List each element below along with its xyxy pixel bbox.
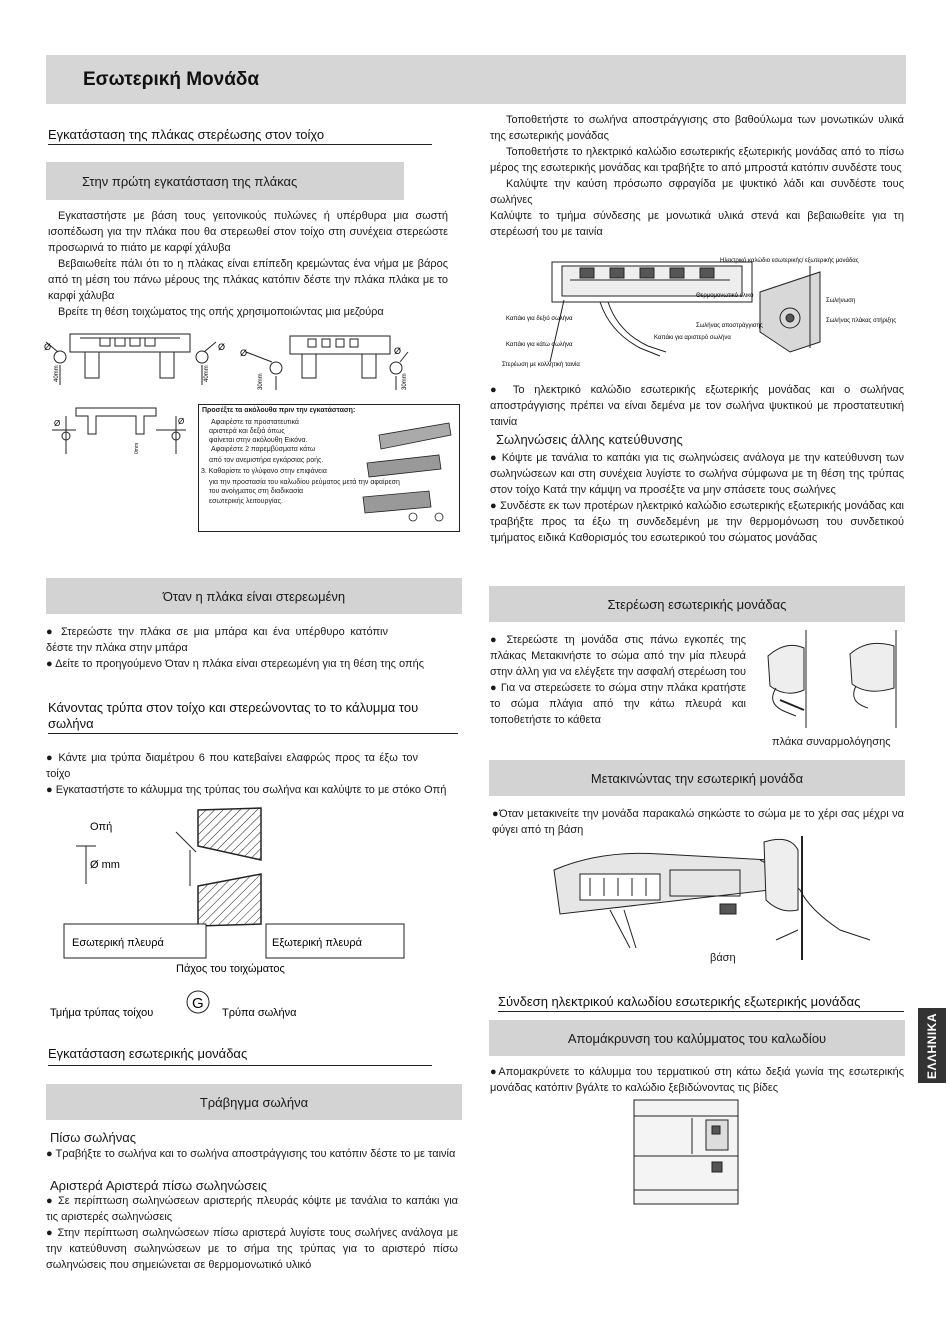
note-line: Αφαιρέστε τα προστατευτικά xyxy=(211,419,299,426)
paragraph: Τοποθετήστε το σωλήνα αποστράγγισης στο βαθούλωμα των μονωτικών υλικά της εσωτερικής μονάδας xyxy=(490,114,904,142)
plate-drawing-right xyxy=(246,336,408,390)
note-title: Προσέξτε τα ακόλουθα πριν την εγκατάσταση: xyxy=(202,407,356,414)
subsection-box-plate-fixed: Όταν η πλάκα είναι στερεωμένη xyxy=(46,578,462,614)
paragraph-block-left-pipe xyxy=(46,1193,458,1273)
plate-side-diagram xyxy=(46,404,196,458)
subsection-box-unit-fix: Στερέωση εσωτερικής μονάδας xyxy=(489,586,905,622)
section-heading-wall-hole: Κάνοντας τρύπα στον τοίχο και στερεώνοντας το το κάλυμμα του σωλήνα xyxy=(48,700,458,734)
dimension-label: 30mm xyxy=(402,373,408,390)
diameter-symbol: Ø xyxy=(44,342,52,352)
dimension-label: 40mm xyxy=(54,365,60,382)
paragraph: ● Κόψτε με τανάλια το καπάκι για τις σωληνώσεις ανάλογα με την κατεύθυνση των σωληνώσεων και στη συνέχεια λυγίστε το σωλήνα σύμφωνα με τη θέση της τρύπας στον τοίχο Κατά την κάμψη να προσέξτε να μην σπάσετε τους σωλήνες xyxy=(490,452,904,496)
paragraph-rear-pipe: ● Τραβήξτε το σωλήνα και το σωλήνα αποστράγγισης του κατόπιν δέστε το με ταινία xyxy=(46,1148,456,1160)
label-piping: Σωλήνωση xyxy=(826,298,856,304)
paragraph: ● Εγκαταστήστε το κάλυμμα της τρύπας του σωλήνα και καλύψτε το με στόκο Οπή xyxy=(46,784,447,796)
paragraph-block-other-direction xyxy=(490,450,904,546)
label-right-cap: Καπάκι για δεξιό σωλήνα xyxy=(506,316,573,322)
paragraph-block-unit-fix xyxy=(490,632,746,728)
diameter-symbol: Ø xyxy=(394,346,402,356)
unit-fix-illustration xyxy=(756,628,906,732)
dimension-label: 0mm xyxy=(134,442,140,454)
paragraph: ● Για να στερεώσετε το σώμα στην πλάκα κρατήστε το σώμα πλάγια από την κάτω πλευρά και τοποθετήστε το κάθετα xyxy=(490,682,746,726)
paragraph-remove-cover: ●Απομακρύνετε το κάλυμμα του τερματικού στη κάτω δεξιά γωνία της εσωτερικής μονάδας κατόπιν βγάλτε το καλώδιο ξεβιδώνοντας τις βίδες xyxy=(490,1066,904,1094)
label-tape: Στερέωση με κολλητική ταινία xyxy=(502,362,580,368)
paragraph: ● Στην περίπτωση σωληνώσεων πίσω αριστερά λυγίστε τους σωλήνες ανάλογα με την κατεύθυνση σωληνώσεων με το σήμα της τρύπας για το αριστερό πίσω σωληνώσεις που σημειώνεται σε θερμομονωτικό υλικό xyxy=(46,1227,458,1271)
pre-install-note-box xyxy=(198,404,460,532)
paragraph-block-plate-fixed xyxy=(46,624,458,672)
plate-drawing-left xyxy=(46,334,216,385)
note-line: από τον ανεμιστήρα εγκάρσιας ροής. xyxy=(209,457,324,464)
label-cable: Ηλεκτρικό καλώδιο εσωτερικής/ εξωτερικής μονάδας xyxy=(720,258,859,264)
section-heading-plate: Εγκατάσταση της πλάκας στερέωσης στον τοίχο xyxy=(48,127,432,145)
dimension-label: 30mm xyxy=(258,373,264,390)
unit-sketch xyxy=(359,415,457,523)
paragraph: Καλύψτε την καύση πρόσωπο σφραγίδα με ψυκτικό λάδι και συνδέστε τους σωλήνες xyxy=(490,178,904,206)
paragraph: Καλύψτε το τμήμα σύνδεσης με μονωτικά υλικά στενά και βεβαιωθείτε για τη στερέωσή του με ταινία xyxy=(490,210,904,238)
inner-side-label: Εσωτερική πλευρά xyxy=(72,937,164,949)
paragraph: ● Σε περίπτωση σωληνώσεων αριστερής πλευράς κόψτε με τανάλια το καπάκι για τις αριστερές σωληνώσεις xyxy=(46,1195,458,1223)
diameter-symbol: Ø xyxy=(218,342,226,352)
note-line: του ανοίγματος στη διαδικασία xyxy=(209,488,304,495)
subheading-rear-pipe: Πίσω σωλήνας xyxy=(50,1130,136,1145)
diameter-symbol: Ø xyxy=(178,417,185,426)
note-line: εσωτερικής λειτουργίας. xyxy=(209,498,283,505)
diameter-symbol: Ø xyxy=(54,419,61,428)
note-line: Αφαιρέστε 2 παρεμβύσματα κάτω xyxy=(211,446,316,453)
paragraph: Βρείτε τη θέση τοιχώματος της οπής χρησιμοποιώντας μια μεζούρα xyxy=(58,306,384,318)
wall-thickness-label: Πάχος του τοιχώματος xyxy=(176,963,285,975)
note-line: αριστερά και δεξιά όπως xyxy=(209,428,285,435)
diameter-label: Ø mm xyxy=(90,859,120,871)
hole-part-label: Τμήμα τρύπας τοίχου xyxy=(50,1007,154,1019)
note-line: 3. Καθαρίστε το γλύφανο στην επιφάνεια xyxy=(201,468,327,475)
diameter-symbol: Ø xyxy=(240,348,248,358)
paragraph-block-first-install xyxy=(48,208,448,320)
hole-label: Οπή xyxy=(90,821,113,833)
label-plate: Σωλήνας πλάκας στήριξης xyxy=(826,318,897,324)
g-label: G xyxy=(192,995,204,1012)
page-title: Εσωτερική Μονάδα xyxy=(83,69,260,90)
dimension-label: 40mm xyxy=(204,365,210,382)
paragraph-move-unit: ●Όταν μετακινείτε την μονάδα παρακαλώ σηκώστε το σώμα με το χέρι σας μέχρι να φύγει από τη βάση xyxy=(492,808,904,836)
language-tab: ΕΛΛΗΝΙΚΑ xyxy=(918,1008,946,1083)
paragraph: ● Δείτε το προηγούμενο Όταν η πλάκα είναι στερεωμένη για τη θέση της οπής xyxy=(46,658,425,670)
paragraph: Εγκαταστήστε με βάση τους γειτονικούς πυλώνες ή υπέρθυρα μια σωστή ισοπέδωση για την πλάκα που θα στερεωθεί στον τοίχο στη συνέχεια στερεώστε προσωρινά το πιάτο με καρφί χάλυβα xyxy=(48,210,448,254)
mounting-plate-diagram xyxy=(40,330,420,398)
side-view xyxy=(760,266,820,352)
subsection-box-move-unit: Μετακινώντας την εσωτερική μονάδα xyxy=(489,760,905,796)
paragraph: ● Στερεώστε τη μονάδα στις πάνω εγκοπές της πλάκας Μετακινήστε το σώμα από την μία πλευρά στην άλλη για να ελέγξετε την ασφαλή στερέωση του xyxy=(490,634,746,678)
paragraph: ● Στερεώστε την πλάκα σε μια μπάρα και ένα υπέρθυρο κατόπιν δέστε την πλάκα στην μπάρα xyxy=(46,626,388,654)
label-left-cap: Καπάκι για αριστερό σωλήνα xyxy=(654,335,731,341)
caption-assembly-plate: πλάκα συναρμολόγησης xyxy=(772,736,891,748)
wall-section xyxy=(176,808,261,926)
piping-diagram xyxy=(490,252,904,378)
wall-hole-diagram xyxy=(46,800,426,1030)
subsection-box-first-install: Στην πρώτη εγκατάσταση της πλάκας xyxy=(46,162,404,200)
terminal-cover-illustration xyxy=(632,1098,742,1208)
subsection-box-remove-cover: Απομάκρυνση του καλύμματος του καλωδίου xyxy=(489,1020,905,1056)
paragraph: ● Συνδέστε εκ των προτέρων ηλεκτρικό καλώδιο εσωτερικής εξωτερικής μονάδας και τραβήξτε προς τα έξω τη συνδεδεμένη με την θερμομόνωση του συνδετικού τμήματος ειδικά Καθορισμός του εσωτερικού του σώματος μονάδας xyxy=(490,500,904,544)
subheading-left-pipe: Αριστερά Αριστερά πίσω σωληνώσεις xyxy=(50,1178,268,1193)
section-heading-cable-connection: Σύνδεση ηλεκτρικού καλωδίου εσωτερικής εξωτερικής μονάδας xyxy=(498,994,904,1012)
note-line: για την προστασία του καλωδίου ρεύματος μετά την αφαίρεση xyxy=(209,479,400,486)
move-unit-illustration xyxy=(540,830,910,966)
paragraph-block-wall-hole xyxy=(46,750,458,798)
paragraph: Βεβαιωθείτε πάλι ότι το η πλάκας είναι επίπεδη κρεμώντας ένα νήμα με βάρος από τη μέση του πάνω μέρους της πλάκας κατόπιν δέστε την πλάκα πλάκα με το καρφί χάλυβα xyxy=(48,258,448,302)
label-insulation: Θερμομονωτικό υλικό xyxy=(696,293,754,299)
label-drain: Σωλήνας αποστράγγισης xyxy=(696,323,763,329)
pipe-hole-label: Τρύπα σωλήνα xyxy=(222,1007,297,1019)
paragraph-cable-bind: ● Το ηλεκτρικό καλώδιο εσωτερικής εξωτερικής μονάδας και ο σωλήνας αποστράγγισης πρέπει να είναι δεμένα με τον σωλήνα ψυκτικού με προστατευτική ταινία xyxy=(490,384,904,428)
paragraph: Τοποθετήστε το ηλεκτρικό καλώδιο εσωτερικής εξωτερικής μονάδας από το πίσω μέρος της εσωτερικής μονάδας και τραβήξτε το από μπροστά κατόπιν συνδέστε τους xyxy=(490,146,904,174)
label-base: βάση xyxy=(710,952,736,964)
section-heading-indoor-install: Εγκατάσταση εσωτερικής μονάδας xyxy=(48,1046,432,1066)
note-line: φαίνεται στην ακόλουθη Εικόνα. xyxy=(209,437,308,444)
subheading-other-direction: Σωληνώσεις άλλης κατεύθυνσης xyxy=(496,432,683,447)
paragraph: ● Κάντε μια τρύπα διαμέτρου 6 που κατεβαίνει ελαφρώς προς τα έξω τον τοίχο xyxy=(46,752,418,780)
outer-side-label: Εξωτερική πλευρά xyxy=(272,937,362,949)
label-bottom-cap: Καπάκι για κάτω σωλήνα xyxy=(506,342,573,348)
title-banner xyxy=(46,55,906,104)
paragraph-block-right-top xyxy=(490,112,904,240)
subsection-box-pipe-pull: Τράβηγμα σωλήνα xyxy=(46,1084,462,1120)
indoor-unit-rear xyxy=(550,262,752,362)
